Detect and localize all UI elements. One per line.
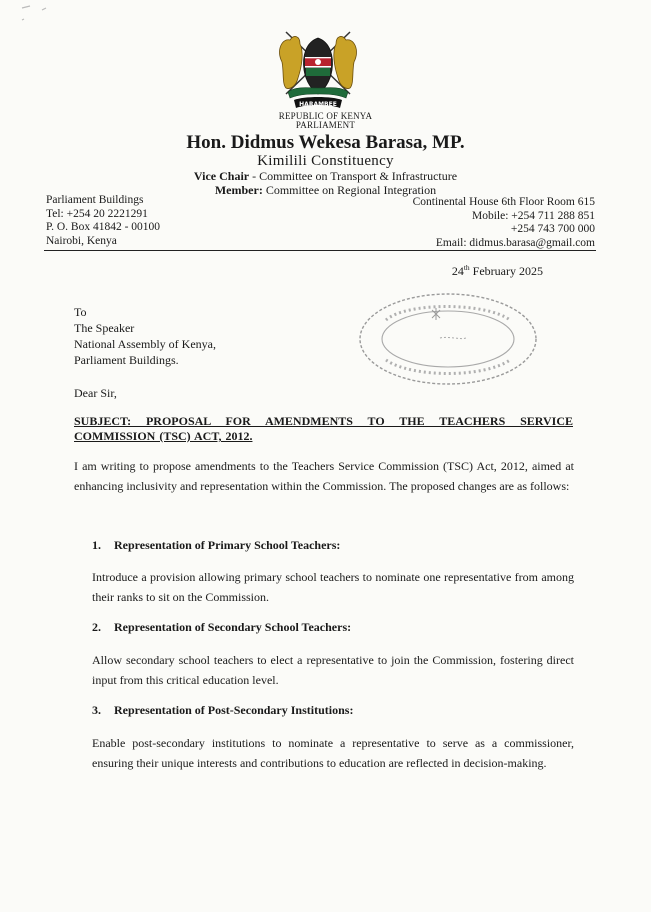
vice-chair-label: Vice Chair — [193, 169, 250, 183]
item-heading — [92, 538, 340, 553]
left-address-line: Tel: +254 20 2221291 — [46, 207, 148, 220]
item-title: Representation of Secondary School Teachers: — [114, 620, 352, 634]
office-stamp-icon — [356, 290, 540, 388]
vice-chair-line — [0, 169, 651, 183]
email-line: Email: didmus.barasa@gmail.com — [435, 236, 595, 249]
mp-name: Hon. Didmus Wekesa Barasa, MP. — [186, 132, 465, 153]
republic-label: REPUBLIC OF KENYA — [278, 111, 373, 121]
right-address-line: Continental House 6th Floor Room 615 — [412, 196, 595, 208]
addressee-block — [74, 304, 216, 368]
constituency: Kimilili Constituency — [257, 153, 394, 169]
member-text: Committee on Regional Integration — [262, 183, 437, 197]
kenya-coat-of-arms-icon — [268, 22, 368, 114]
addressee-line: The Speaker — [74, 321, 135, 335]
subject-line: SUBJECT: PROPOSAL FOR AMENDMENTS TO THE TEACHERS SERVICE COMMISSION (TSC) ACT, 2012. — [74, 414, 573, 443]
member-label: Member: — [214, 183, 263, 197]
item-number: 1. — [92, 538, 101, 552]
item-title: Representation of Primary School Teachers: — [114, 538, 341, 552]
item-body: Allow secondary school teachers to elect a representative to join the Commission, fostering direct input from this critical education level. — [92, 653, 574, 687]
left-address-block — [46, 194, 160, 248]
date-day: 24 — [451, 264, 464, 278]
addressee-line: National Assembly of Kenya, — [74, 337, 216, 351]
salutation: Dear Sir, — [74, 386, 117, 400]
item-heading — [92, 703, 353, 718]
item-body: Introduce a provision allowing primary school teachers to nominate one representative from among their ranks to sit on the Commission. — [92, 570, 574, 604]
parliament-label: PARLIAMENT — [295, 120, 356, 130]
letterhead-divider — [44, 250, 596, 251]
item-number: 2. — [92, 620, 101, 634]
letter-date — [452, 263, 543, 279]
addressee-line: Parliament Buildings. — [74, 353, 179, 367]
item-number: 3. — [92, 703, 101, 717]
addressee-line: To — [74, 305, 87, 319]
item-heading — [92, 620, 351, 635]
scan-mark — [20, 4, 50, 24]
item-body: Enable post-secondary institutions to nominate a representative to serve as a commissioner, ensuring their unique interests and contributions to education are reflected in decision-making. — [92, 736, 574, 770]
intro-paragraph: I am writing to propose amendments to the Teachers Service Commission (TSC) Act, 2012, aimed at enhancing inclusivity and representation within the Commission. The proposed changes are as follows: — [74, 459, 574, 493]
left-address-line: Parliament Buildings — [46, 194, 144, 206]
item-title: Representation of Post-Secondary Institutions: — [114, 703, 354, 717]
right-address-line: Mobile: +254 711 288 851 — [472, 209, 595, 222]
right-address-line: +254 743 700 000 — [510, 223, 595, 235]
vice-chair-text: - Committee on Transport & Infrastructure — [249, 169, 458, 183]
left-address-line: P. O. Box 41842 - 00100 — [46, 221, 161, 233]
crest-motto: HARAMBEE — [299, 101, 337, 108]
right-address-block — [413, 196, 595, 250]
left-address-line: Nairobi, Kenya — [46, 234, 117, 247]
date-rest: February 2025 — [469, 264, 543, 278]
date-suffix: th — [463, 263, 470, 272]
